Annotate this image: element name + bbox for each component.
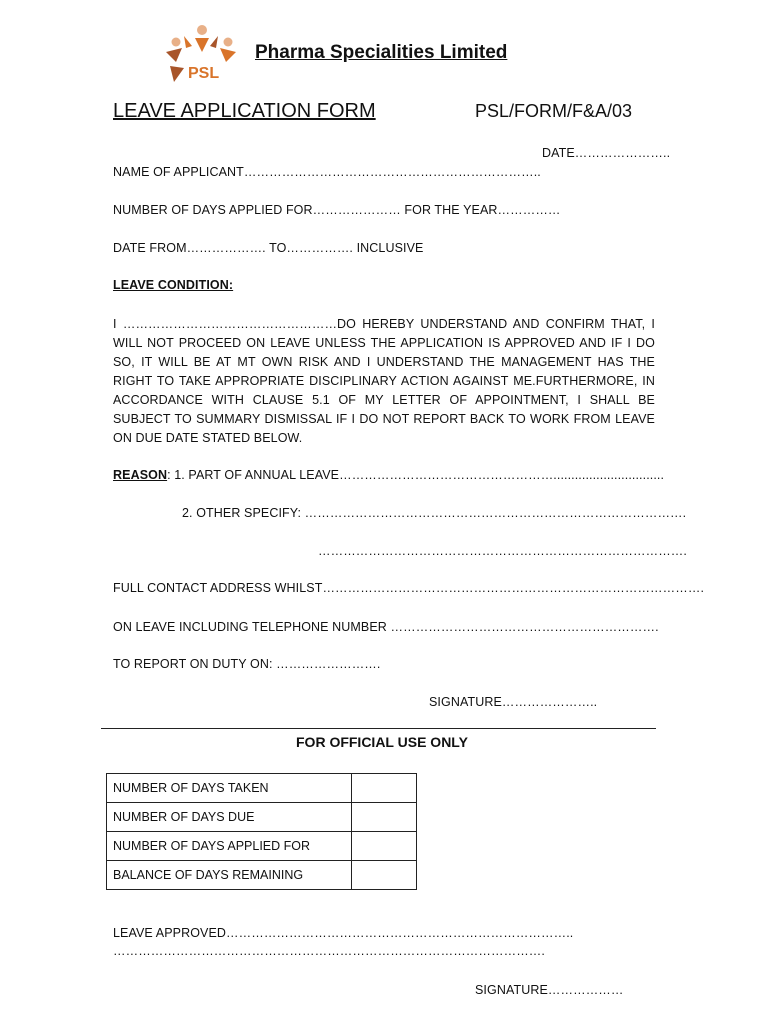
table-row — [107, 832, 417, 861]
reason-annual-leave: : 1. PART OF ANNUAL LEAVE……………………………………………............................... — [167, 468, 665, 482]
report-on-duty-field[interactable]: TO REPORT ON DUTY ON: ……………………. — [113, 657, 381, 671]
psl-logo — [162, 22, 240, 90]
logo-figure-body — [195, 38, 209, 52]
leave-approved-continued[interactable]: …………………………………………………………………………………………. — [113, 944, 545, 958]
applicant-name-field[interactable]: NAME OF APPLICANT…………………………………………………………….. — [113, 165, 541, 179]
days-due-value[interactable] — [352, 803, 417, 832]
reason-other-specify[interactable]: 2. OTHER SPECIFY: ………………………………………………………………………………. — [182, 506, 687, 520]
table-row — [107, 803, 417, 832]
leave-condition-heading: LEAVE CONDITION: — [113, 278, 234, 292]
reason-line-1[interactable] — [113, 468, 664, 482]
official-use-heading: FOR OFFICIAL USE ONLY — [296, 734, 468, 750]
date-field[interactable]: DATE………………….. — [542, 146, 671, 160]
logo-figure-head — [197, 25, 207, 35]
table-row — [107, 861, 417, 890]
section-divider — [101, 728, 656, 729]
logo-right-head — [224, 38, 233, 47]
table-row — [107, 774, 417, 803]
approver-signature-field[interactable]: SIGNATURE……………… — [475, 983, 624, 997]
reason-other-continued[interactable]: ……………………………………………………………………………. — [318, 544, 687, 558]
days-applied-label: NUMBER OF DAYS APPLIED FOR — [107, 832, 352, 861]
leave-condition-paragraph: I ……………………………………………DO HEREBY UNDERSTAND AND CONFIRM THAT, I WILL NOT PROCEED ON LEAVE UNLESS THE APPLICATION IS APPROVED AND IF I DO SO, IT WILL BE AT MT OWN RISK AND I UNDERSTAND THE MANAGEMENT HAS THE RIGHT TO TAKE APPROPRIATE DISCIPLINARY ACTION AGAINST ME.FURTHERMORE, IN ACCORDANCE WITH CLAUSE 5.1 OF MY LETTER OF APPOINTMENT, I SHALL BE SUBJECT TO SUMMARY DISMISSAL IF I DO NOT REPORT BACK TO WORK FROM LEAVE ON DUE DATE STATED BELOW. — [113, 317, 655, 445]
reason-label: REASON — [113, 468, 168, 482]
days-applied-value[interactable] — [352, 832, 417, 861]
logo-text: PSL — [188, 65, 220, 82]
days-applied-field[interactable]: NUMBER OF DAYS APPLIED FOR………………… FOR THE YEAR…………… — [113, 203, 561, 217]
applicant-signature-field[interactable]: SIGNATURE………………….. — [429, 695, 598, 709]
contact-address-field[interactable]: FULL CONTACT ADDRESS WHILST………………………………………………………………………………. — [113, 581, 705, 595]
leave-approved-field[interactable]: LEAVE APPROVED……………………………………………………………………….. — [113, 926, 574, 940]
days-taken-label: NUMBER OF DAYS TAKEN — [107, 774, 352, 803]
telephone-field[interactable]: ON LEAVE INCLUDING TELEPHONE NUMBER ………………………………………………………. — [113, 620, 659, 634]
logo-left-head — [172, 38, 181, 47]
logo-right-body — [220, 48, 236, 62]
balance-remaining-value[interactable] — [352, 861, 417, 890]
days-due-label: NUMBER OF DAYS DUE — [107, 803, 352, 832]
form-title: LEAVE APPLICATION FORM — [113, 100, 376, 122]
company-name: Pharma Specialities Limited — [255, 42, 508, 63]
days-taken-value[interactable] — [352, 774, 417, 803]
official-days-table — [106, 773, 417, 890]
balance-remaining-label: BALANCE OF DAYS REMAINING — [107, 861, 352, 890]
form-code: PSL/FORM/F&A/03 — [475, 101, 633, 121]
date-range-field[interactable]: DATE FROM………………. TO……………. INCLUSIVE — [113, 241, 424, 255]
logo-left-body — [166, 48, 182, 62]
